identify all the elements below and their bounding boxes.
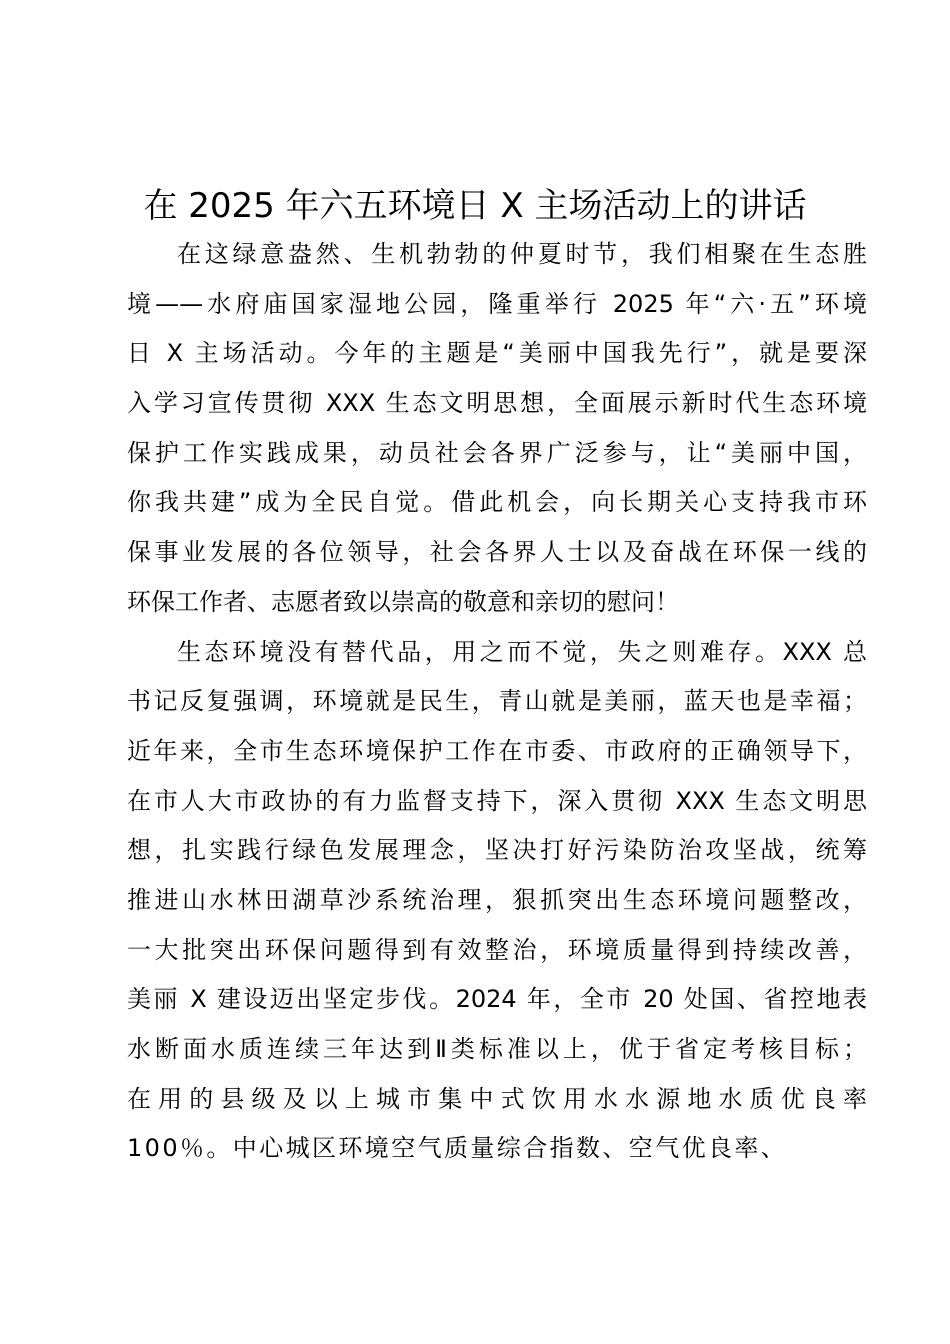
paragraph-1-line-4: 入学习宣传贯彻 XXX 生态文明思想，全面展示新时代生态环境 [127,389,867,418]
paragraph-1-line-1: 在这绿意盎然、生机勃勃的仲夏时节，我们相聚在生态胜 [177,240,867,268]
paragraph-1-line-3: 日 X 主场活动。今年的主题是“美丽中国我先行”，就是要深 [127,339,867,368]
paragraph-2-line-2: 书记反复强调，环境就是民生，青山就是美丽，蓝天也是幸福； [127,687,867,716]
paragraph-1-line-8: 环保工作者、志愿者致以崇高的敬意和亲切的慰问！ [127,587,679,616]
paragraph-1-line-6: 你我共建”成为全民自觉。借此机会，向长期关心支持我市环 [127,488,867,517]
paragraph-2-line-4: 在市人大市政协的有力监督支持下，深入贯彻 XXX 生态文明思 [127,786,867,815]
paragraph-1-line-7: 保事业发展的各位领导，社会各界人士以及奋战在环保一线的 [127,538,867,567]
document-title: 在 2025 年六五环境日 X 主场活动上的讲话 [143,186,807,226]
paragraph-2-line-9: 水断面水质连续三年达到Ⅱ类标准以上，优于省定考核目标； [127,1035,867,1063]
paragraph-1-line-5: 保护工作实践成果，动员社会各界广泛参与，让“美丽中国， [127,438,867,467]
paragraph-2-line-6: 推进山水林田湖草沙系统治理，狠抓突出生态环境问题整改， [127,885,867,914]
paragraph-2-line-10: 在用的县级及以上城市集中式饮用水水源地水质优良率 [127,1084,867,1113]
document-body [127,230,867,1174]
paragraph-2-line-8: 美丽 X 建设迈出坚定步伐。2024 年，全市 20 处国、省控地表 [127,985,867,1014]
paragraph-2-line-5: 想，扎实践行绿色发展理念，坚决打好污染防治攻坚战，统筹 [127,836,867,865]
paragraph-2-line-1: 生态环境没有替代品，用之而不觉，失之则难存。XXX 总 [177,637,867,666]
paragraph-2-line-7: 一大批突出环保问题得到有效整治，环境质量得到持续改善， [127,935,867,964]
paragraph-1-line-2: 境——水府庙国家湿地公园，隆重举行 2025 年“六·五”环境 [127,289,867,318]
paragraph-2-line-3: 近年来，全市生态环境保护工作在市委、市政府的正确领导下， [127,736,867,765]
paragraph-2-line-11: 100％。中心城区环境空气质量综合指数、空气优良率、 [127,1134,788,1163]
